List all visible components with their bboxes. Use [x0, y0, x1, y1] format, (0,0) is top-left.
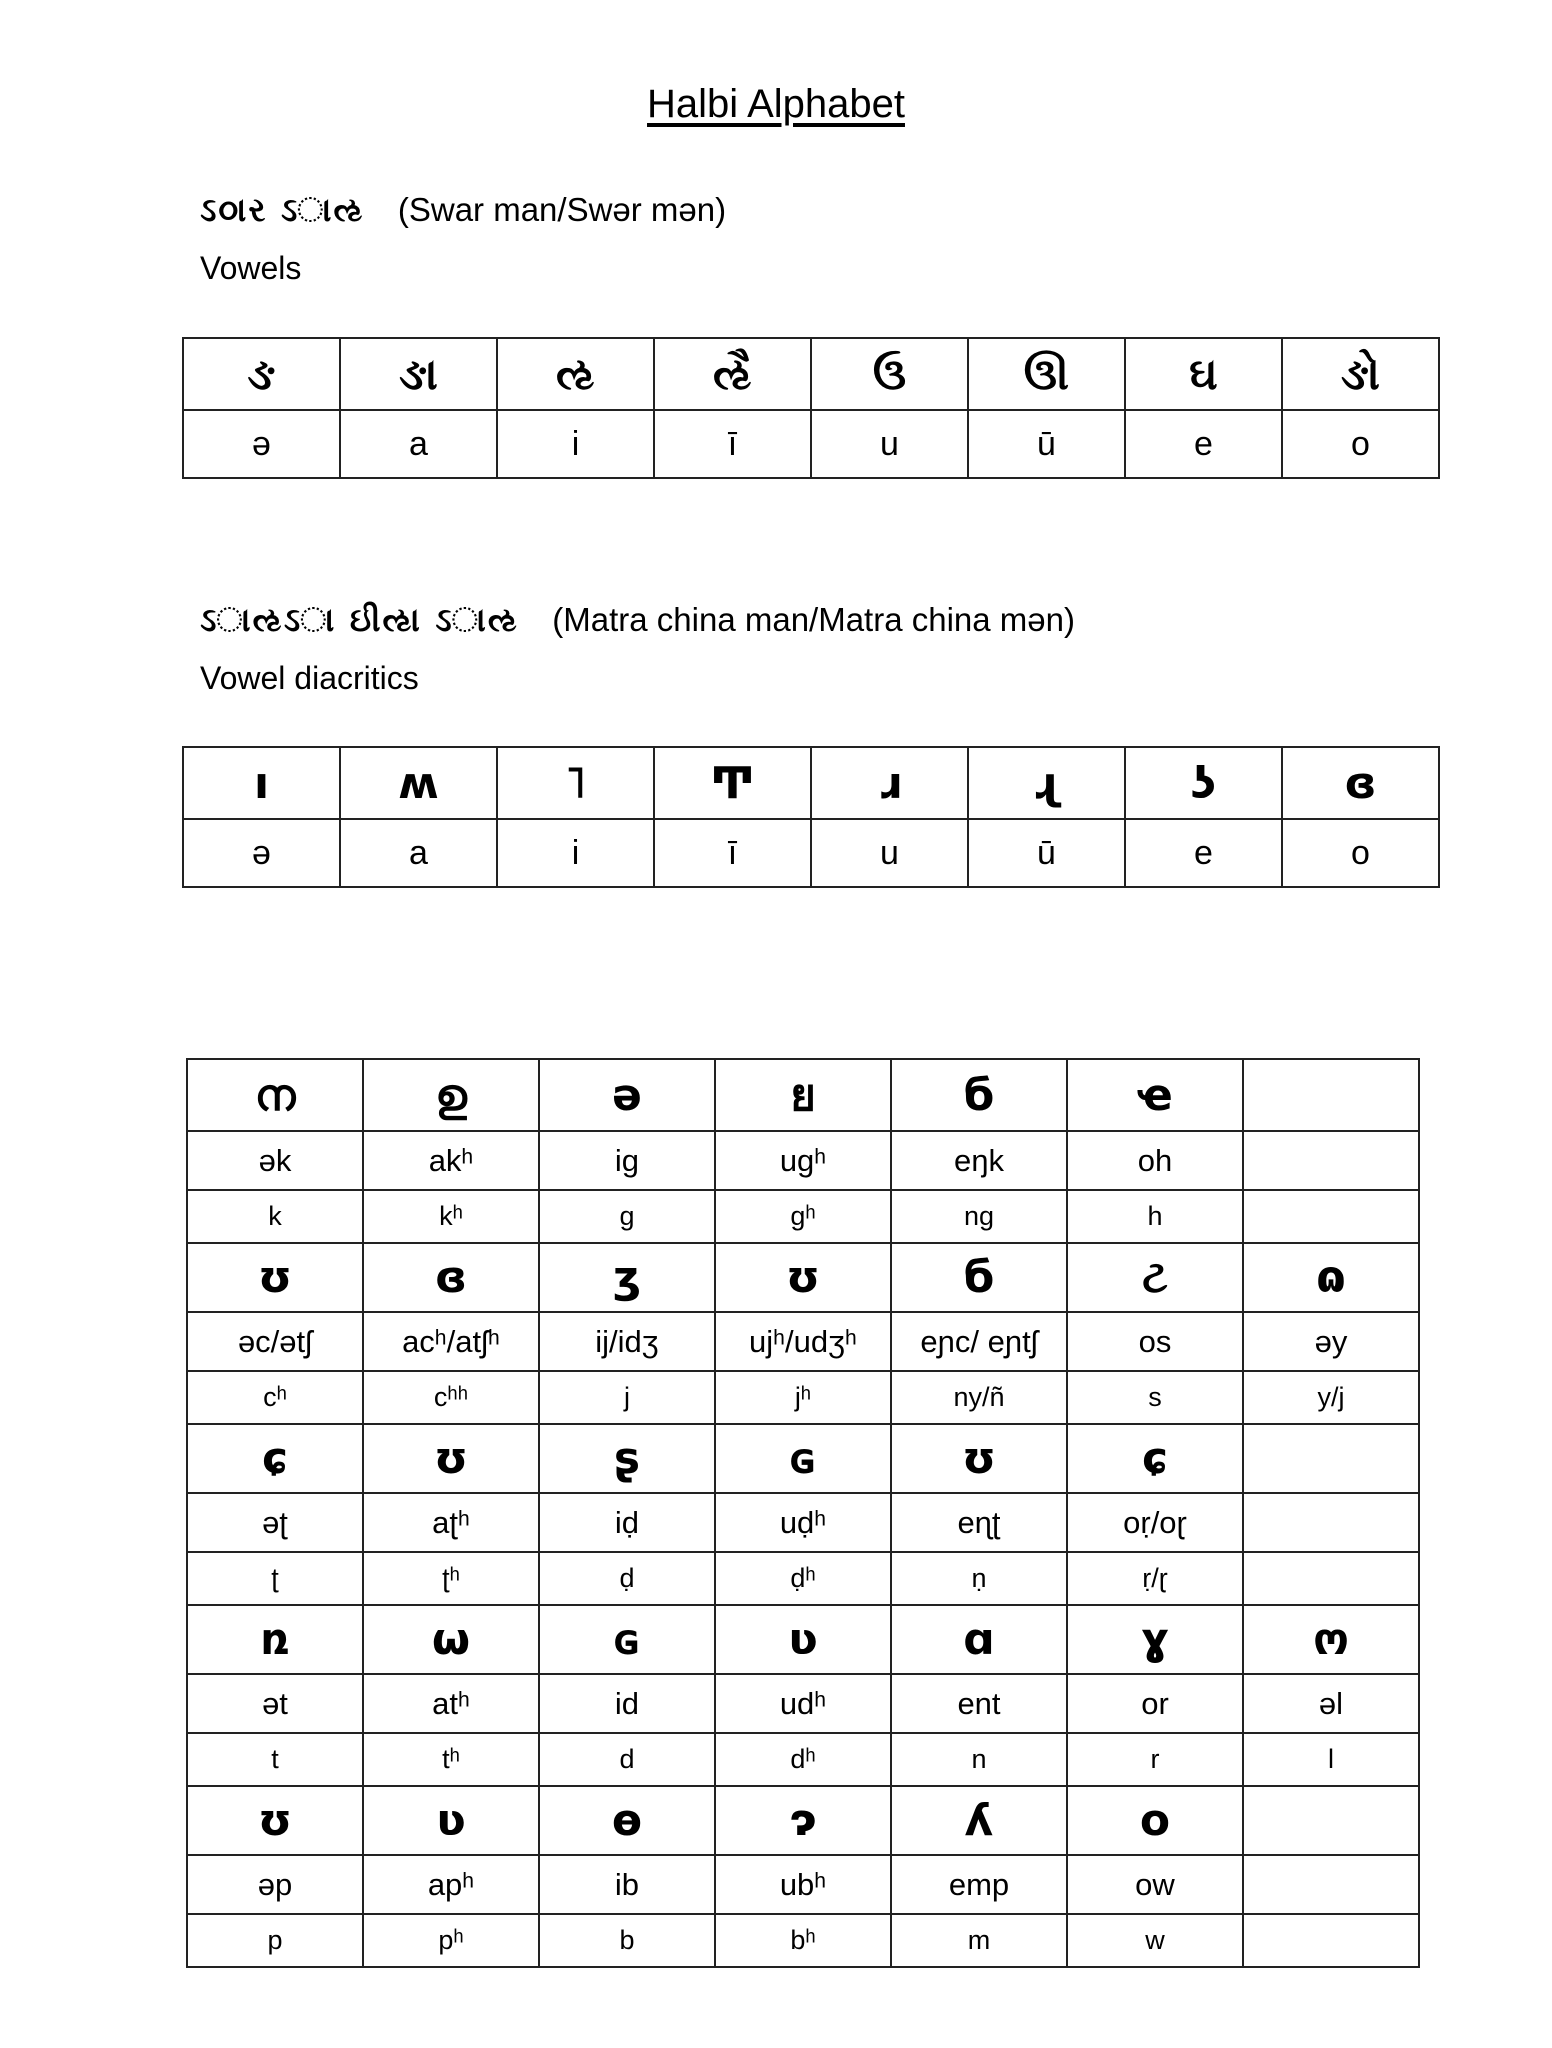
consonant-glyph: ʊ	[363, 1424, 539, 1493]
diacritic-romanization: o	[1282, 819, 1439, 887]
consonant-name: eɳʈ	[891, 1493, 1067, 1552]
consonant-sound: l	[1243, 1733, 1419, 1786]
diacritic-romanization: ə	[183, 819, 340, 887]
diacritic-glyph: ʍ	[340, 747, 497, 819]
consonant-name: or	[1067, 1674, 1243, 1733]
consonant-glyph	[1243, 1059, 1419, 1131]
consonant-glyph: ռ	[187, 1605, 363, 1674]
consonant-name	[1243, 1855, 1419, 1914]
diacritics-romanization-row	[183, 819, 1439, 887]
consonant-name	[1243, 1131, 1419, 1190]
consonant-glyph: ટ	[1067, 1243, 1243, 1312]
consonant-sound: pʰ	[363, 1914, 539, 1967]
consonant-glyph: б	[891, 1059, 1067, 1131]
consonant-sound: s	[1067, 1371, 1243, 1424]
diacritic-romanization: a	[340, 819, 497, 887]
diacritic-glyph: ʖ	[1125, 747, 1282, 819]
consonant-sound: bʰ	[715, 1914, 891, 1967]
consonant-glyph: ɞ	[363, 1243, 539, 1312]
consonant-glyphs-row	[187, 1059, 1419, 1131]
consonant-glyph: ɢ	[539, 1605, 715, 1674]
vowel-glyph: ઌૈ	[654, 338, 811, 410]
consonant-name: eŋk	[891, 1131, 1067, 1190]
consonant-glyph	[1243, 1786, 1419, 1855]
vowels-glyph-row	[183, 338, 1439, 410]
consonant-glyph: б	[891, 1243, 1067, 1312]
consonant-sound: ḍ	[539, 1552, 715, 1605]
vowel-glyph: ઊ	[968, 338, 1125, 410]
diacritics-table	[182, 746, 1440, 888]
consonant-name: əc/ətʃ	[187, 1312, 363, 1371]
consonant-glyph: ɣ	[1067, 1605, 1243, 1674]
consonant-name: ow	[1067, 1855, 1243, 1914]
consonant-sound: b	[539, 1914, 715, 1967]
vowels-heading-label: (Swar man/Swər mən)	[397, 191, 727, 228]
vowel-glyph: ઙા	[340, 338, 497, 410]
vowel-glyph: ઙો	[1282, 338, 1439, 410]
vowel-romanization: ū	[968, 410, 1125, 478]
consonant-sounds-row	[187, 1190, 1419, 1243]
consonant-glyph: ɕ	[187, 1424, 363, 1493]
vowel-romanization: i	[497, 410, 654, 478]
consonant-glyph: ʊ	[715, 1243, 891, 1312]
diacritic-romanization: e	[1125, 819, 1282, 887]
diacritics-heading-label: (Matra china man/Matra china mən)	[552, 601, 1075, 638]
consonant-sound: p	[187, 1914, 363, 1967]
consonant-name: ujʰ/udʒʰ	[715, 1312, 891, 1371]
consonant-sound: t	[187, 1733, 363, 1786]
consonant-glyph: ʋ	[363, 1786, 539, 1855]
consonant-sound: ny/ñ	[891, 1371, 1067, 1424]
consonant-name: iḍ	[539, 1493, 715, 1552]
vowels-subheading: Vowels	[200, 250, 302, 286]
consonant-glyphs-row	[187, 1243, 1419, 1312]
consonant-glyphs-row	[187, 1786, 1419, 1855]
consonant-sound	[1243, 1914, 1419, 1967]
vowels-heading-script: ઽ૦ાર ઽાઌ	[200, 190, 365, 229]
consonant-name: eɲc/ eɲtʃ	[891, 1312, 1067, 1371]
consonant-sounds-row	[187, 1914, 1419, 1967]
consonant-sound: jʰ	[715, 1371, 891, 1424]
consonant-glyph: ო	[1243, 1605, 1419, 1674]
consonant-sound: dʰ	[715, 1733, 891, 1786]
consonant-name: udʰ	[715, 1674, 891, 1733]
consonant-glyph: ɢ	[715, 1424, 891, 1493]
consonant-sound	[1243, 1552, 1419, 1605]
consonant-sound: ʈʰ	[363, 1552, 539, 1605]
consonant-glyph: ɷ	[1243, 1243, 1419, 1312]
diacritic-glyph: ɹ	[811, 747, 968, 819]
consonant-sound: k	[187, 1190, 363, 1243]
diacritic-glyph: Ͳ	[654, 747, 811, 819]
diacritics-heading-script: ઽાઌઽા ઇીઌા ઽાઌ	[200, 600, 520, 639]
consonant-name: ib	[539, 1855, 715, 1914]
consonant-name: əʈ	[187, 1493, 363, 1552]
consonant-sound: ng	[891, 1190, 1067, 1243]
consonant-glyph	[1243, 1424, 1419, 1493]
consonant-names-row	[187, 1493, 1419, 1552]
consonant-glyph: ʊ	[187, 1243, 363, 1312]
consonant-glyph: ʎ	[891, 1786, 1067, 1855]
consonant-name: əy	[1243, 1312, 1419, 1371]
diacritic-romanization: i	[497, 819, 654, 887]
vowel-glyph: ઌ	[497, 338, 654, 410]
consonant-sound: d	[539, 1733, 715, 1786]
consonant-glyph: ʊ	[187, 1786, 363, 1855]
vowel-romanization: ə	[183, 410, 340, 478]
consonant-names-row	[187, 1855, 1419, 1914]
consonant-name: ugʰ	[715, 1131, 891, 1190]
consonant-names-row	[187, 1131, 1419, 1190]
consonant-sound: g	[539, 1190, 715, 1243]
diacritics-glyph-row	[183, 747, 1439, 819]
vowel-glyph: ઘ	[1125, 338, 1282, 410]
consonant-name: ent	[891, 1674, 1067, 1733]
consonant-name: əp	[187, 1855, 363, 1914]
consonant-sound: h	[1067, 1190, 1243, 1243]
consonant-glyph: o	[1067, 1786, 1243, 1855]
vowel-romanization: u	[811, 410, 968, 478]
diacritic-glyph: ˥	[497, 747, 654, 819]
consonant-glyph: ɂ	[715, 1786, 891, 1855]
consonant-names-row	[187, 1674, 1419, 1733]
consonant-sound: w	[1067, 1914, 1243, 1967]
consonant-name: ig	[539, 1131, 715, 1190]
diacritic-glyph: ɻ	[968, 747, 1125, 819]
consonant-sound: ṛ/ɽ	[1067, 1552, 1243, 1605]
consonant-sounds-row	[187, 1552, 1419, 1605]
vowel-romanization: e	[1125, 410, 1282, 478]
consonant-glyph: ʂ	[539, 1424, 715, 1493]
consonant-name: oh	[1067, 1131, 1243, 1190]
diacritic-romanization: u	[811, 819, 968, 887]
consonant-name: aʈʰ	[363, 1493, 539, 1552]
consonant-glyph: ɕ	[1067, 1424, 1243, 1493]
vowel-glyph: ઙ	[183, 338, 340, 410]
consonant-glyph: ന	[187, 1059, 363, 1131]
consonant-sound: r	[1067, 1733, 1243, 1786]
consonant-name: oṛ/oɽ	[1067, 1493, 1243, 1552]
consonant-sound: tʰ	[363, 1733, 539, 1786]
consonant-glyph: ഉ	[363, 1059, 539, 1131]
consonant-names-row	[187, 1312, 1419, 1371]
consonant-glyph: ʋ	[715, 1605, 891, 1674]
consonant-sound: n	[891, 1733, 1067, 1786]
consonant-name: emp	[891, 1855, 1067, 1914]
consonant-sounds-row	[187, 1733, 1419, 1786]
consonant-name: ək	[187, 1131, 363, 1190]
consonant-name: id	[539, 1674, 715, 1733]
consonant-sound: gʰ	[715, 1190, 891, 1243]
consonant-sound: ṇ	[891, 1552, 1067, 1605]
consonant-name: akʰ	[363, 1131, 539, 1190]
consonant-glyph: ɵ	[539, 1786, 715, 1855]
page-title: Halbi Alphabet	[647, 82, 905, 126]
consonant-name: ij/idʒ	[539, 1312, 715, 1371]
consonant-glyph: ʒ	[539, 1243, 715, 1312]
consonant-name: atʰ	[363, 1674, 539, 1733]
consonant-sound: cʰ	[187, 1371, 363, 1424]
diacritic-romanization: ī	[654, 819, 811, 887]
consonant-glyph: ʊ	[891, 1424, 1067, 1493]
vowel-romanization: a	[340, 410, 497, 478]
diacritics-heading	[200, 600, 1075, 640]
consonant-sound: kʰ	[363, 1190, 539, 1243]
vowels-romanization-row	[183, 410, 1439, 478]
consonant-sound: ʈ	[187, 1552, 363, 1605]
consonant-glyph: ә	[539, 1059, 715, 1131]
consonant-sound: j	[539, 1371, 715, 1424]
vowel-glyph: ઉ	[811, 338, 968, 410]
consonant-glyph: ɑ	[891, 1605, 1067, 1674]
diacritic-glyph: ɞ	[1282, 747, 1439, 819]
consonant-name: əl	[1243, 1674, 1419, 1733]
consonant-sounds-row	[187, 1371, 1419, 1424]
consonant-glyph: ω	[363, 1605, 539, 1674]
vowel-romanization: o	[1282, 410, 1439, 478]
diacritic-romanization: ū	[968, 819, 1125, 887]
consonant-sound	[1243, 1190, 1419, 1243]
diacritics-subheading: Vowel diacritics	[200, 660, 419, 696]
consonant-glyphs-row	[187, 1605, 1419, 1674]
consonant-name: apʰ	[363, 1855, 539, 1914]
vowels-table	[182, 337, 1440, 479]
vowel-romanization: ī	[654, 410, 811, 478]
consonant-glyph: ҽ	[1067, 1059, 1243, 1131]
vowels-heading	[200, 190, 726, 230]
consonant-sound: y/j	[1243, 1371, 1419, 1424]
consonant-glyph: ย	[715, 1059, 891, 1131]
consonant-sound: ḍʰ	[715, 1552, 891, 1605]
consonant-name: uḍʰ	[715, 1493, 891, 1552]
consonant-name: os	[1067, 1312, 1243, 1371]
consonant-name: acʰ/atʃʰ	[363, 1312, 539, 1371]
consonant-name: ət	[187, 1674, 363, 1733]
consonants-table	[186, 1058, 1420, 1968]
consonant-name: ubʰ	[715, 1855, 891, 1914]
diacritic-glyph: ı	[183, 747, 340, 819]
consonant-sound: cʰʰ	[363, 1371, 539, 1424]
consonant-sound: m	[891, 1914, 1067, 1967]
consonant-name	[1243, 1493, 1419, 1552]
consonant-glyphs-row	[187, 1424, 1419, 1493]
